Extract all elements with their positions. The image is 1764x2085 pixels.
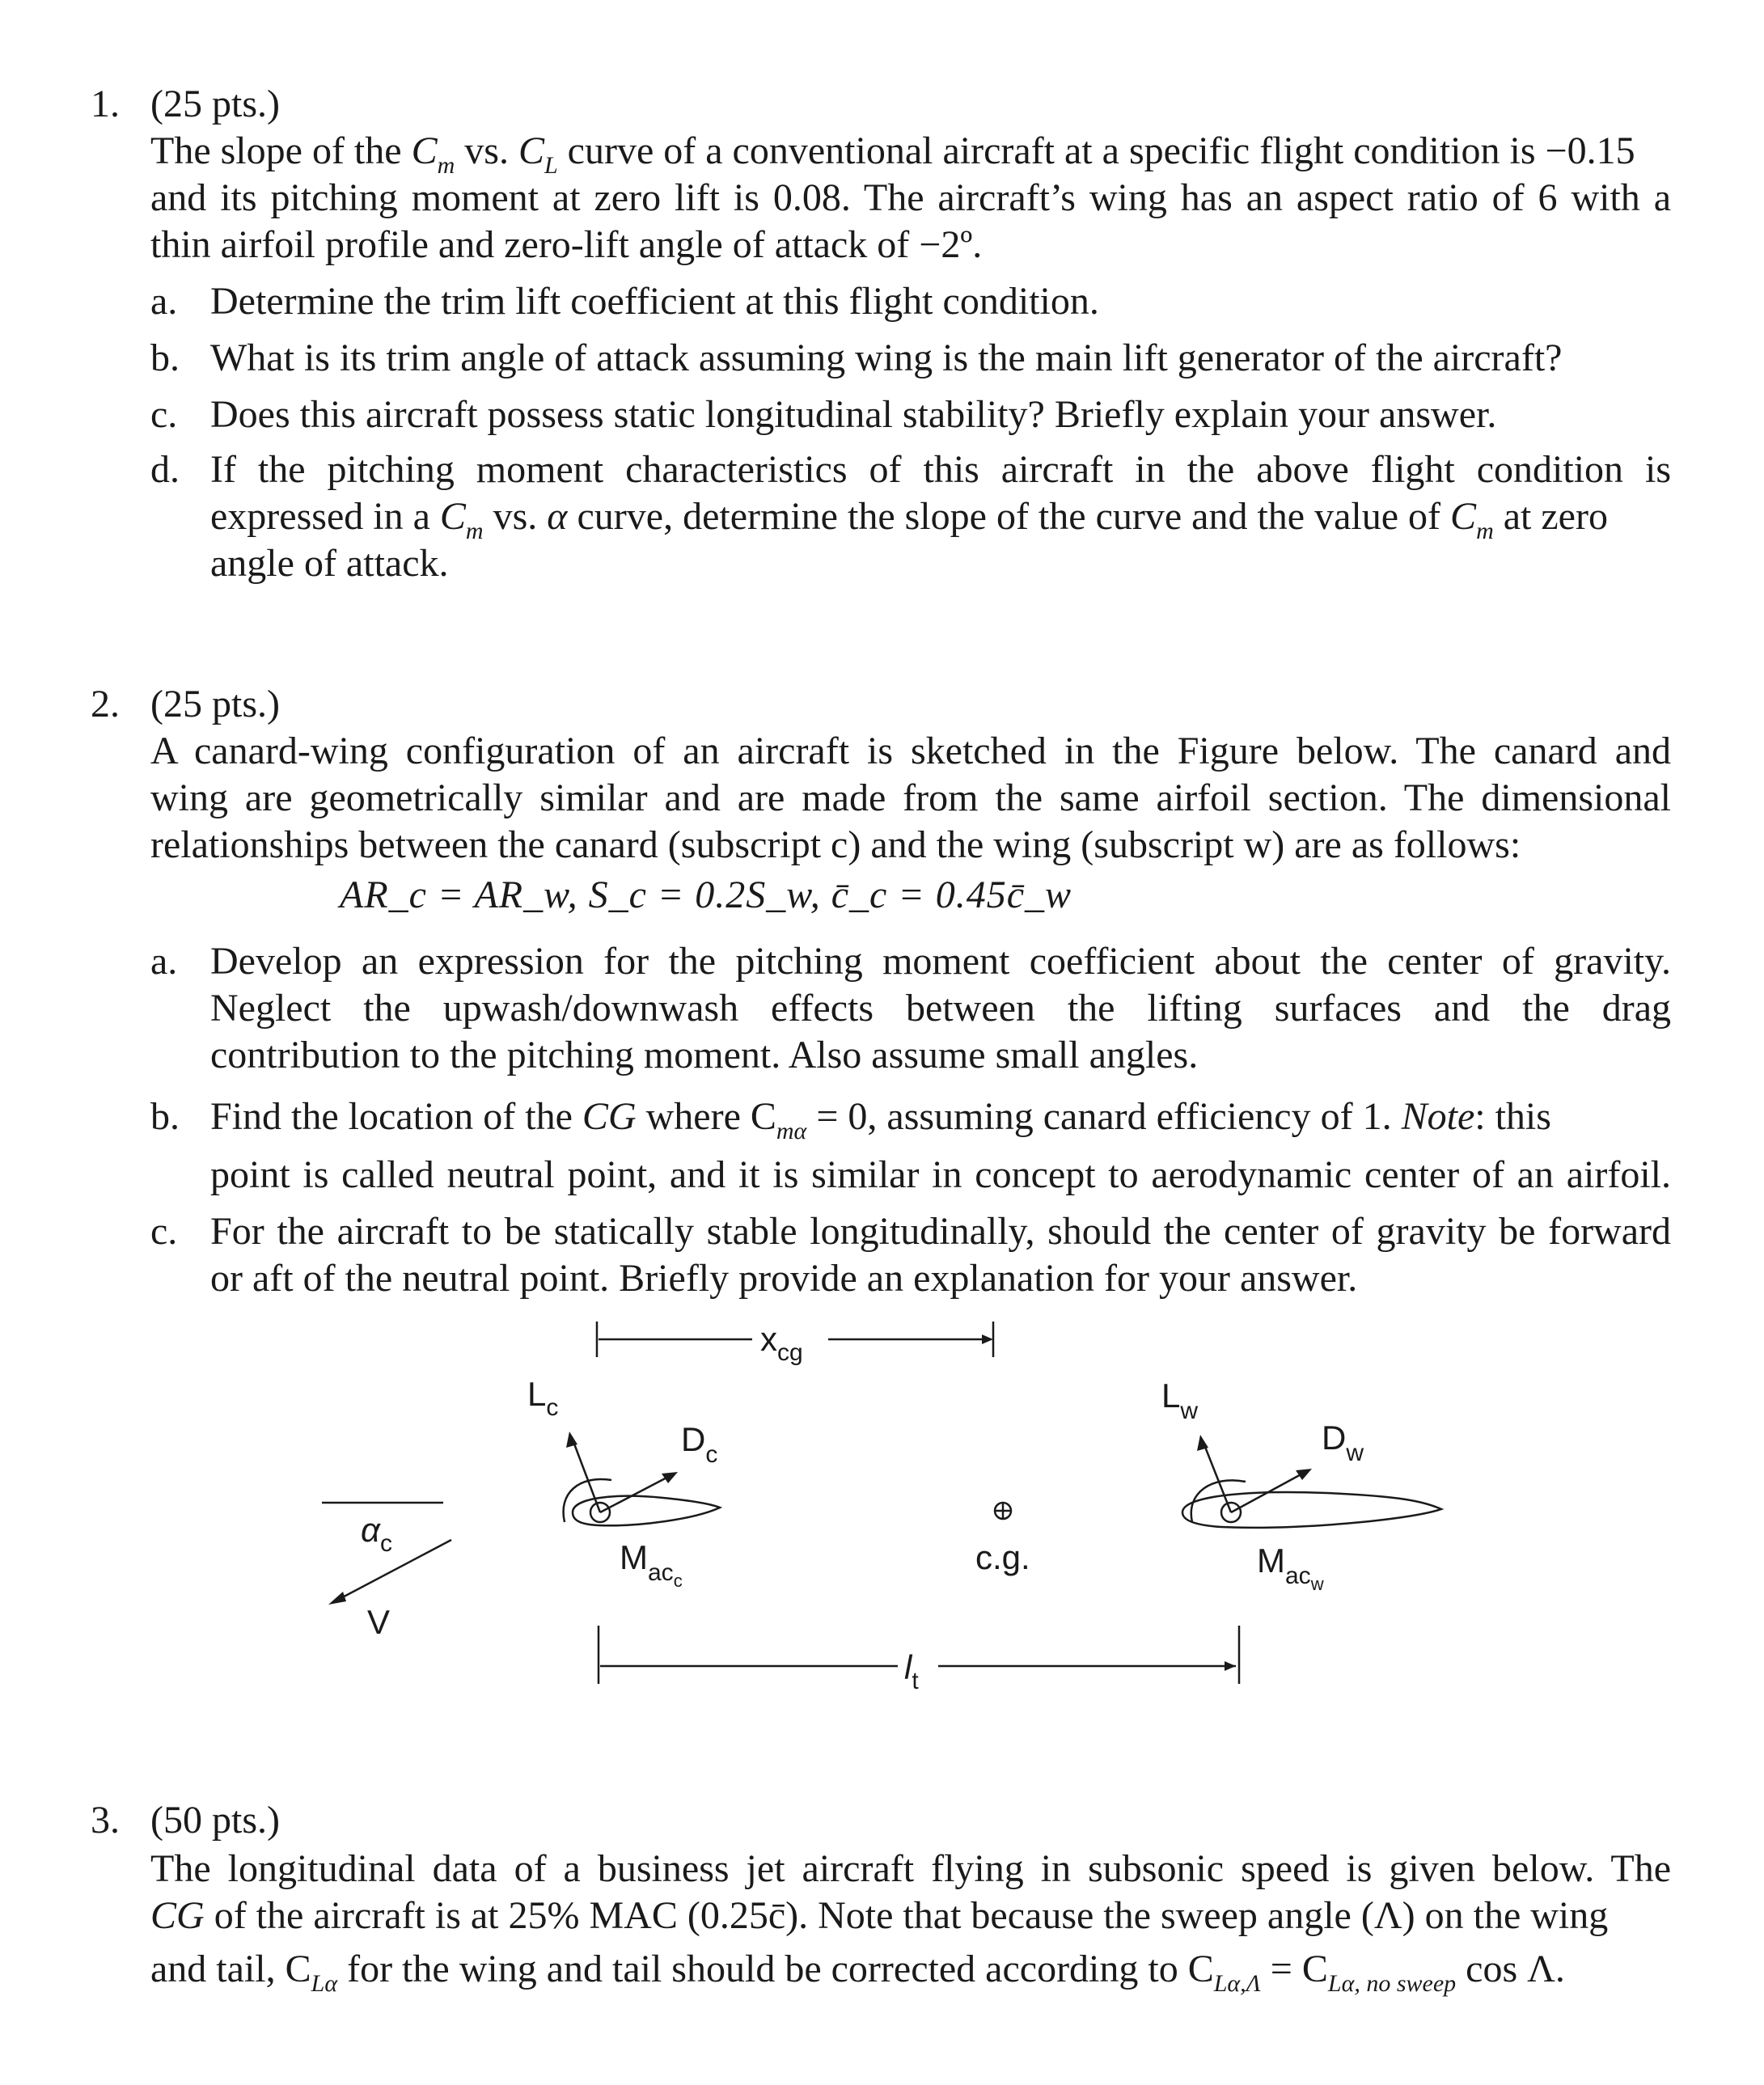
q1-d-line-2: expressed in a $C_m$ vs. α curve, determine the slope of the curve and the value of $C_m$ at zero xyxy=(210,495,1608,544)
xcg-label: $x_{cg}$ xyxy=(760,1320,803,1366)
xcg-arrowhead xyxy=(982,1334,993,1344)
q2-number: 2. xyxy=(91,683,120,725)
q2-c-line-1: For the aircraft to be statically stable longitudinally, should the center of gravity be forward xyxy=(210,1210,1671,1253)
q2-line-3: relationships between the canard (subscript c) and the wing (subscript w) are as follows: xyxy=(150,823,1521,866)
q2-a-label: a. xyxy=(150,940,178,983)
q2-b-label: b. xyxy=(150,1095,180,1138)
q2-a-line-1: Develop an expression for the pitching moment coefficient about the center of gravity. xyxy=(210,940,1671,983)
velocity-label: V xyxy=(367,1603,391,1641)
q1-d-line-3: angle of attack. xyxy=(210,542,449,585)
q1-b-label: b. xyxy=(150,336,180,379)
wing-lift-label: $L_w$ xyxy=(1161,1377,1199,1424)
q1-d-label: d. xyxy=(150,448,180,491)
q2-b-line-1: Find the location of the CG where $C_{m\alpha} = 0$, assuming canard efficiency of 1. Note: this xyxy=(210,1095,1551,1144)
wing-moment-arc xyxy=(1191,1480,1246,1522)
alpha-c-label: $\alpha_c$ xyxy=(361,1511,392,1557)
cg-label: c.g. xyxy=(975,1538,1030,1576)
q1-line-2: and its pitching moment at zero lift is 0.08. The aircraft’s wing has an aspect ratio of 6 with a xyxy=(150,176,1671,219)
q2-c-line-2: or aft of the neutral point. Briefly provide an explanation for your answer. xyxy=(210,1257,1358,1300)
q2-a-line-3: contribution to the pitching moment. Also assume small angles. xyxy=(210,1034,1199,1076)
q1-c-label: c. xyxy=(150,393,178,436)
q3-number: 3. xyxy=(91,1799,120,1842)
q2-a-line-2: Neglect the upwash/downwash effects between the lifting surfaces and the drag xyxy=(210,987,1671,1030)
q2-equation: AR_c = AR_w, S_c = 0.2S_w, c̄_c = 0.45c̄_w xyxy=(340,873,1072,916)
q2-b-line-2: point is called neutral point, and it is similar in concept to aerodynamic center of an airfoil. xyxy=(210,1153,1671,1196)
canard-moment-label: $M_{ac}c$ xyxy=(620,1538,683,1591)
lt-arrowhead xyxy=(1225,1661,1236,1671)
q3-line-2: CG of the aircraft is at 25% MAC (0.25c̄). Note that because the sweep angle (Λ) on the wing xyxy=(150,1894,1609,1937)
wing-drag-label: $D_w$ xyxy=(1322,1419,1364,1466)
q2-c-label: c. xyxy=(150,1210,178,1253)
q1-points: (25 pts.) xyxy=(150,82,280,125)
wing-moment-label: $M_{ac}w$ xyxy=(1257,1542,1324,1594)
q1-a-label: a. xyxy=(150,280,178,323)
q1-line-1: The slope of the $C_m$ vs. $C_L$ curve of a conventional aircraft at a specific flight condition is −0.15 xyxy=(150,129,1635,179)
wing-lift-vector xyxy=(1203,1443,1231,1512)
wing-drag-arrowhead xyxy=(1296,1469,1312,1480)
q1-number: 1. xyxy=(91,82,120,125)
velocity-arrowhead xyxy=(328,1592,346,1605)
q1-b-text: What is its trim angle of attack assuming wing is the main lift generator of the aircraft? xyxy=(210,336,1563,379)
q3-line-1: The longitudinal data of a business jet aircraft flying in subsonic speed is given below. The xyxy=(150,1847,1671,1890)
q3-line-3: and tail, $C_{L\alpha}$ for the wing and tail should be corrected according to $C_{L\alpha,\Lambda} = C_{L\alpha, no sweep}$ cos Λ. xyxy=(150,1948,1565,1997)
canard-drag-label: $D_c$ xyxy=(681,1420,718,1468)
q2-line-2: wing are geometrically similar and are made from the same airfoil section. The dimensional xyxy=(150,776,1671,819)
q2-points: (25 pts.) xyxy=(150,683,280,725)
lt-label: $l_t$ xyxy=(904,1648,919,1694)
q1-line-3: thin airfoil profile and zero-lift angle of attack of −2º. xyxy=(150,223,983,266)
q3-points: (50 pts.) xyxy=(150,1799,280,1842)
canard-lift-label: $L_c$ xyxy=(527,1375,559,1421)
q1-a-text: Determine the trim lift coefficient at this flight condition. xyxy=(210,280,1099,323)
canard-drag-arrowhead xyxy=(662,1472,678,1483)
canard-wing-figure xyxy=(0,1310,1764,1731)
velocity-vector xyxy=(335,1540,451,1601)
q1-c-text: Does this aircraft possess static longitudinal stability? Briefly explain your answer. xyxy=(210,393,1497,436)
q1-d-line-1: If the pitching moment characteristics of this aircraft in the above flight condition is xyxy=(210,448,1671,491)
q2-line-1: A canard-wing configuration of an aircraft is sketched in the Figure below. The canard and xyxy=(150,730,1671,772)
